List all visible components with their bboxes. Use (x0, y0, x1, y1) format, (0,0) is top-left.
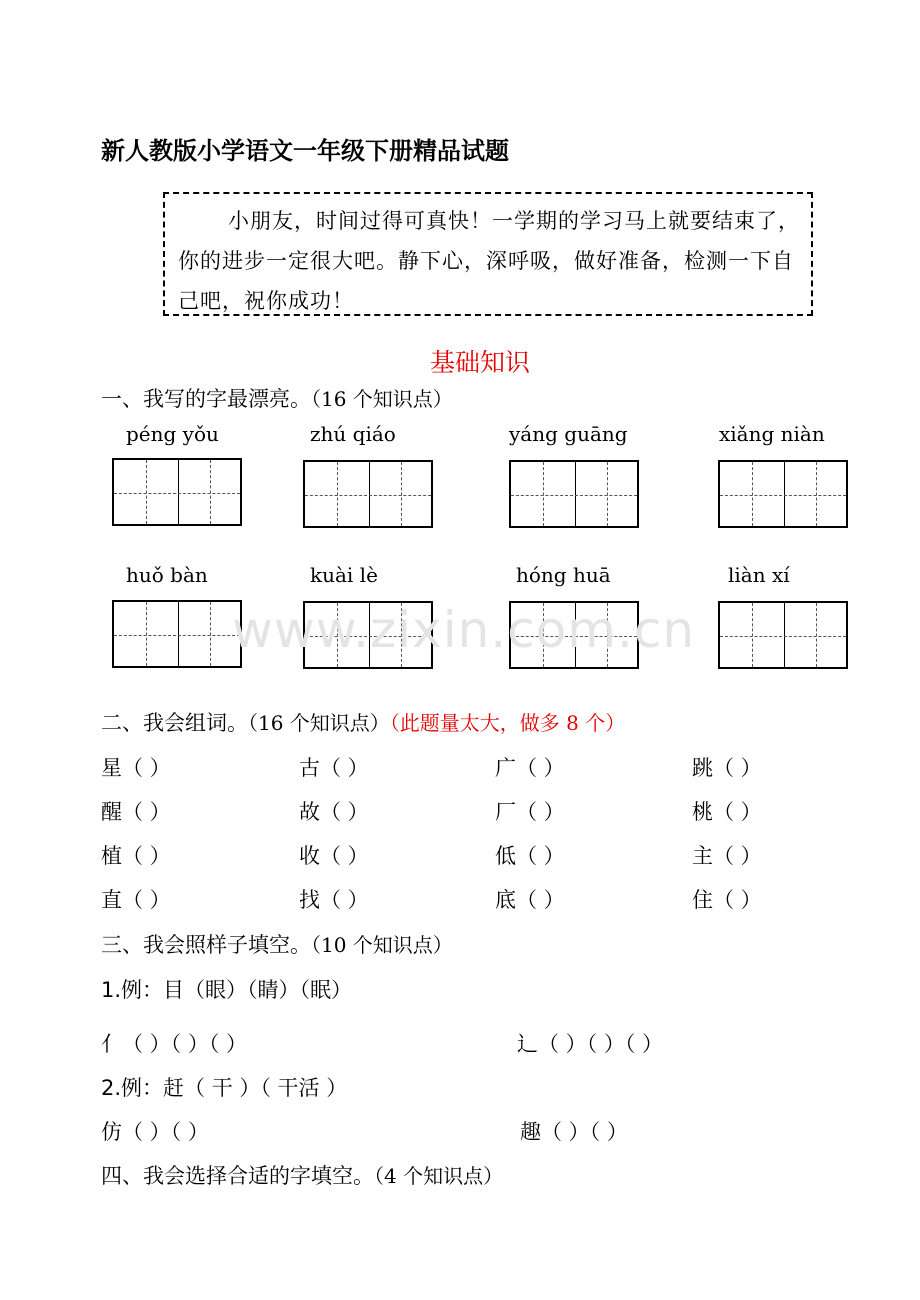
q2-label: 二、我会组词。 (101, 711, 248, 735)
writing-grid[interactable] (112, 600, 242, 668)
q4-points: （4 个知识点） (374, 1164, 504, 1188)
q3-label: 三、我会照样子填空。 (101, 933, 311, 957)
q3-points: （10 个知识点） (311, 933, 453, 957)
word-blanks[interactable]: 仿（ ）（ ） (101, 1120, 209, 1144)
radical-blanks[interactable]: 亻（ ）（ ）（ ） (101, 1032, 248, 1056)
pinyin-label: zhú qiáo (310, 422, 396, 446)
q1-heading (101, 383, 453, 413)
word-blank[interactable]: 住（ ） (692, 888, 762, 912)
word-blank[interactable]: 底（ ） (495, 888, 565, 912)
pinyin-label: huǒ bàn (126, 563, 208, 587)
writing-grid[interactable] (112, 458, 242, 526)
pinyin-label: liàn xí (728, 563, 790, 587)
word-blank[interactable]: 星（ ） (101, 756, 171, 780)
writing-grid[interactable] (303, 460, 433, 528)
word-blank[interactable]: 厂（ ） (495, 800, 565, 824)
word-blank[interactable]: 收（ ） (299, 844, 369, 868)
word-blank[interactable]: 跳（ ） (692, 756, 762, 780)
pinyin-label: kuài lè (310, 563, 378, 587)
pinyin-label: yáng guāng (509, 422, 628, 446)
q1-label: 一、我写的字最漂亮。 (101, 387, 311, 411)
writing-grid[interactable] (718, 460, 848, 528)
example-line: 2.例：赶（ 干 ）（ 干活 ） (101, 1076, 348, 1100)
section-title: 基础知识 (430, 348, 531, 377)
pinyin-label: xiǎng niàn (719, 422, 825, 446)
word-blank[interactable]: 直（ ） (101, 888, 171, 912)
q2-note: （此题量太大，做多 8 个） (389, 711, 626, 735)
q2-points: （16 个知识点） (248, 711, 390, 735)
word-blank[interactable]: 古（ ） (299, 756, 369, 780)
word-blank[interactable]: 植（ ） (101, 844, 171, 868)
word-blank[interactable]: 广（ ） (495, 756, 565, 780)
word-blank[interactable]: 醒（ ） (101, 800, 171, 824)
pinyin-label: hóng huā (516, 563, 611, 587)
intro-text: 小朋友，时间过得可真快！一学期的学习马上就要结束了，你的进步一定很大吧。静下心，深呼吸，做好准备，检测一下自己吧，祝你成功！ (178, 209, 800, 313)
q4-heading (101, 1160, 503, 1190)
word-blank[interactable]: 主（ ） (692, 844, 762, 868)
word-blank[interactable]: 低（ ） (495, 844, 565, 868)
q2-heading (101, 707, 625, 737)
radical-blanks[interactable]: 辶（ ）（ ）（ ） (517, 1032, 664, 1056)
watermark: www.zixin.com.cn (232, 601, 696, 659)
writing-grid[interactable] (509, 460, 639, 528)
word-blank[interactable]: 故（ ） (299, 800, 369, 824)
q3-heading (101, 929, 453, 959)
q1-points: （16 个知识点） (311, 387, 453, 411)
pinyin-label: péng yǒu (126, 422, 219, 446)
word-blank[interactable]: 桃（ ） (692, 800, 762, 824)
q4-label: 四、我会选择合适的字填空。 (101, 1164, 374, 1188)
document-title: 新人教版小学语文一年级下册精品试题 (101, 137, 509, 165)
word-blank[interactable]: 找（ ） (299, 888, 369, 912)
word-blanks[interactable]: 趣（ ）（ ） (520, 1120, 628, 1144)
example-line: 1.例：目（眼）（睛）（眠） (101, 978, 353, 1002)
writing-grid[interactable] (718, 601, 848, 669)
